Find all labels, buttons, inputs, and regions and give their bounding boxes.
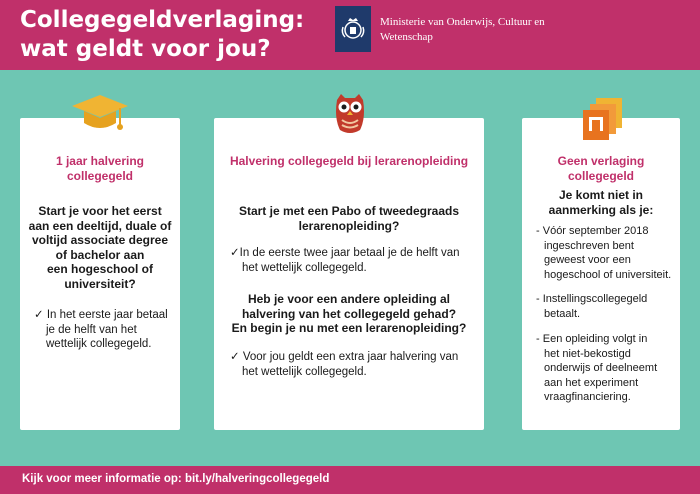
card1-title-line-2: collegegeld [66,169,134,183]
card3-item2-line: Instellingscollegegeld [542,293,648,305]
card1-answer [34,308,174,352]
ministry-line-1: Ministerie van Onderwijs, Cultuur en [380,16,545,28]
card1-title [20,154,180,184]
card3-intro [522,188,680,217]
dash-bullet: - [536,293,540,305]
card1-question [20,204,180,291]
card2-a1-line: In de eerste twee jaar betaal je de helft van [239,247,460,259]
card2-answer-1 [230,246,480,275]
crest-icon [339,15,367,43]
header-bar [0,0,700,70]
footer-info-link[interactable]: Kijk voor meer informatie op: bit.ly/halveringcollegegeld [22,473,330,485]
card3-title-line-2: collegegeld [567,169,635,183]
card3-item1-line: hogeschool of universiteit. [544,268,672,281]
card2-q1-line: lerarenopleiding? [298,218,400,233]
card2-question-1 [214,204,484,233]
card3-item1-line: geweest voor een [544,254,631,266]
card1-question-line: een hogeschool of [46,262,153,276]
ministry-name [380,15,545,45]
card1-answer-line: je de helft van het [46,323,137,336]
card3-item1-line: ingeschreven bent [544,239,634,252]
card1-answer-line: In het eerste jaar betaal [46,309,168,321]
card3-item3-line: onderwijs of deelneemt [544,362,658,374]
card1-question-line: aan een deeltijd, duale of [28,218,172,233]
title-line-2: wat geldt voor jou? [20,36,271,62]
check-icon: ✓ [34,309,44,321]
dash-bullet: - [536,225,540,237]
card-lerarenopleiding [214,118,484,430]
documents-icon [580,96,626,142]
card2-q2-line: Heb je voor een andere opleiding al [247,292,451,306]
card2-q2-line: En begin je nu met een lerarenopleiding? [231,321,467,335]
card1-question-line: universiteit? [64,276,136,291]
card3-title [522,154,680,184]
card3-item-2 [536,292,678,321]
card1-title-line-1: 1 jaar halvering [55,154,145,168]
card3-item-3 [536,332,678,405]
card3-item3-line: vraagfinanciering. [544,391,631,403]
card3-title-line-1: Geen verlaging [557,154,645,168]
card-geen-verlaging [522,118,680,430]
card3-item3-line: aan het experiment [544,376,639,389]
card3-item1-line: Vóór september 2018 [542,225,649,237]
card3-item2-line: betaalt. [544,307,581,320]
ministry-logo [335,6,371,52]
card3-intro-line: aanmerking als je: [548,202,654,217]
check-icon: ✓ [230,247,240,259]
card2-q2-line: halvering van het collegegeld gehad? [241,306,457,321]
card3-item3-line: het niet-bekostigd [544,347,631,360]
check-icon: ✓ [230,351,240,363]
card1-question-line: voltijd associate degree [31,233,169,247]
card1-question-line: of bachelor aan [55,247,145,262]
card2-title: Halvering collegegeld bij lerarenopleiding [229,154,469,168]
card2-a2-line: het wettelijk collegegeld. [242,365,367,378]
ministry-line-2: Wetenschap [380,31,433,43]
card1-answer-line: wettelijk collegegeld. [46,338,152,350]
card3-item-1 [536,224,678,282]
card2-answer-2 [230,350,480,379]
page-title [20,6,304,64]
dash-bullet: - [536,333,540,345]
footer-bar [0,466,700,494]
card3-item3-line: Een opleiding volgt in [542,333,648,345]
card3-intro-line: Je komt niet in [558,188,644,202]
card2-question-2 [214,292,484,336]
card1-question-line: Start je voor het eerst [38,204,162,218]
card2-a1-line: het wettelijk collegegeld. [242,261,367,274]
owl-icon [333,92,367,136]
card2-q1-line: Start je met een Pabo of tweedegraads [238,204,460,218]
card2-a2-line: Voor jou geldt een extra jaar halvering van [242,351,459,363]
graduation-cap-icon [70,93,130,137]
card-halvering-1-jaar [20,118,180,430]
title-line-1: Collegegeldverlaging: [20,7,305,33]
